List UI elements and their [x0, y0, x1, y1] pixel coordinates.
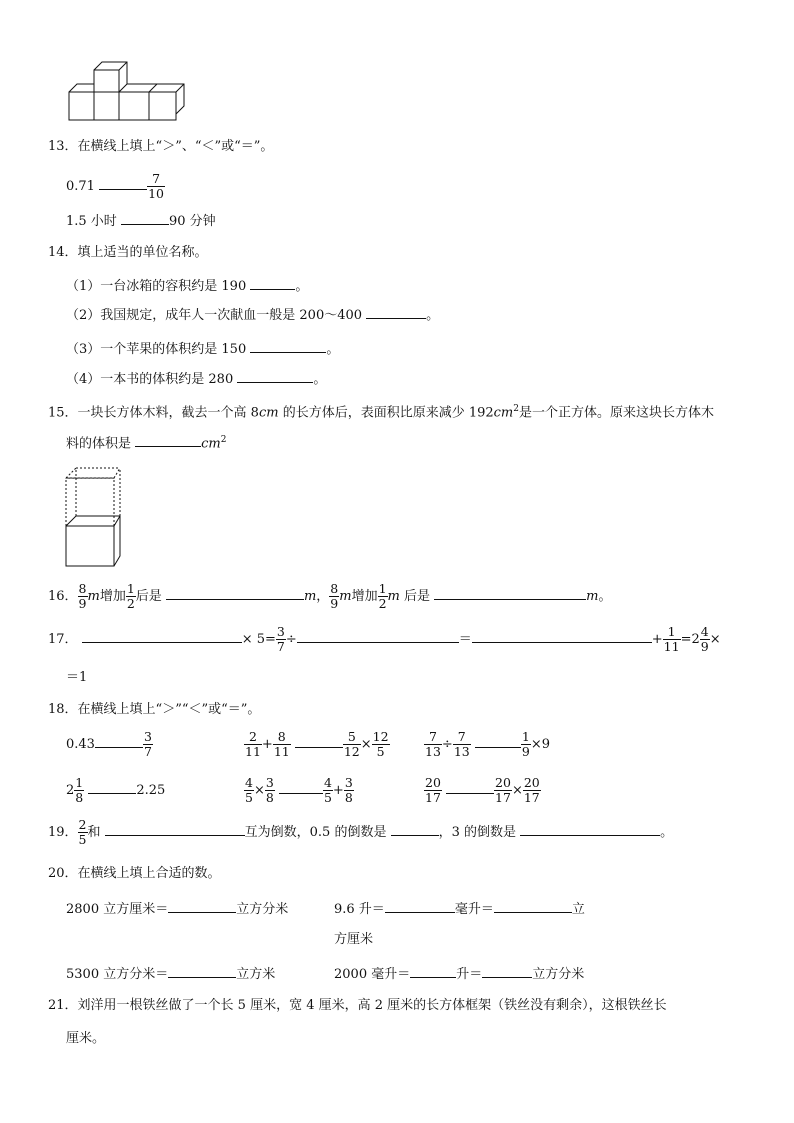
q20-b2: 2000 毫升＝ 升＝ 立方分米 [334, 967, 585, 982]
q18-r1a: 0.43 $\frac{3}{7}$ [66, 729, 152, 759]
answer-blank[interactable] [472, 630, 652, 643]
answer-blank[interactable] [494, 900, 572, 913]
q21-line1: 21．刘洋用一根铁丝做了一个长 5 厘米，宽 4 厘米，高 2 厘米的长方体框架（铁丝没有剩余），这根铁丝长 [48, 998, 667, 1013]
q13-title: 13．在横线上填上“＞”、“＜”或“＝”。 [48, 139, 274, 154]
q18-r2c: $\frac{20}{17}$ $\frac{20}{17}$ × $\frac{20}{17}$ [425, 775, 540, 805]
answer-blank[interactable] [88, 781, 136, 794]
answer-blank[interactable] [475, 735, 521, 748]
answer-blank[interactable] [482, 965, 532, 978]
q20-a1: 2800 立方厘米＝ 立方分米 [66, 902, 289, 917]
answer-blank[interactable] [434, 587, 586, 600]
answer-blank[interactable] [237, 370, 313, 383]
q20-title: 20．在横线上填上合适的数。 [48, 866, 221, 881]
q14-item-4: （4）一本书的体积约是 280 。 [66, 372, 327, 387]
q14-item-2: （2）我国规定，成年人一次献血一般是 200～400 。 [66, 308, 440, 323]
q15-line2: 料的体积是 $cm^2$ [66, 435, 227, 452]
q17-line2: ＝1 [66, 670, 88, 685]
answer-blank[interactable] [105, 823, 245, 836]
q18-r2a: 2 $\frac{1}{8}$ 2.25 [66, 775, 166, 805]
answer-blank[interactable] [168, 965, 236, 978]
cube-stack-figure [64, 55, 194, 125]
q20-b1: 9.6 升＝ 毫升＝ 立 [334, 902, 585, 917]
cuboid-figure [62, 460, 132, 570]
q20-b1-unit: 方厘米 [334, 932, 374, 947]
q16: 16． $\frac{8}{9}$ m增加 $\frac{1}{2}$ 后是 m， $\frac{8}{9}$ m增加 $\frac{1}{2}$ m 后是 m。 [48, 581, 612, 611]
answer-blank[interactable] [410, 965, 456, 978]
answer-blank[interactable] [135, 434, 201, 447]
answer-blank[interactable] [166, 587, 304, 600]
answer-blank[interactable] [366, 306, 426, 319]
q14-item-3: （3）一个苹果的体积约是 150 。 [66, 342, 340, 357]
q19: 19． $\frac{2}{5}$ 和 互为倒数，0.5 的倒数是 ，3 的倒数是 。 [48, 817, 674, 847]
q18-r1b: $\frac{2}{11}$ + $\frac{8}{11}$ $\frac{5}{12}$ × $\frac{12}{5}$ [245, 729, 389, 759]
answer-blank[interactable] [168, 900, 236, 913]
answer-blank[interactable] [446, 781, 494, 794]
q18-r2b: $\frac{4}{5}$ × $\frac{3}{8}$ $\frac{4}{5}$ + $\frac{3}{8}$ [245, 775, 353, 805]
q13-item-a: 0.71 $\frac{7}{10}$ [66, 171, 164, 201]
q20-a2: 5300 立方分米＝ 立方米 [66, 967, 276, 982]
answer-blank[interactable] [391, 823, 439, 836]
answer-blank[interactable] [520, 823, 660, 836]
answer-blank[interactable] [250, 277, 295, 290]
q21-line2: 厘米。 [66, 1031, 106, 1046]
q14-title: 14．填上适当的单位名称。 [48, 245, 208, 260]
q15-line1: 15．一块长方体木料，截去一个高 8cm 的长方体后，表面积比原来减少 $192cm^2$是一个正方体。原来这块长方体木 [48, 404, 715, 421]
answer-blank[interactable] [250, 340, 326, 353]
answer-blank[interactable] [297, 630, 459, 643]
q18-r1c: $\frac{7}{13}$ ÷ $\frac{7}{13}$ $\frac{1}{9}$ ×9 [425, 729, 550, 759]
answer-blank[interactable] [95, 735, 143, 748]
answer-blank[interactable] [295, 735, 343, 748]
q18-title: 18．在横线上填上“＞”“＜”或“＝”。 [48, 702, 261, 717]
q14-item-1: （1）一台冰箱的容积约是 190 。 [66, 279, 309, 294]
answer-blank[interactable] [385, 900, 455, 913]
answer-blank[interactable] [121, 212, 169, 225]
q17: 17． × 5= $\frac{3}{7}$ ÷ ＝ + $\frac{1}{11}$ =2 $\frac{4}{9}$ × [48, 624, 721, 654]
q13-item-b: 1.5 小时 90 分钟 [66, 214, 216, 229]
answer-blank[interactable] [279, 781, 323, 794]
answer-blank[interactable] [99, 177, 147, 190]
answer-blank[interactable] [82, 630, 242, 643]
